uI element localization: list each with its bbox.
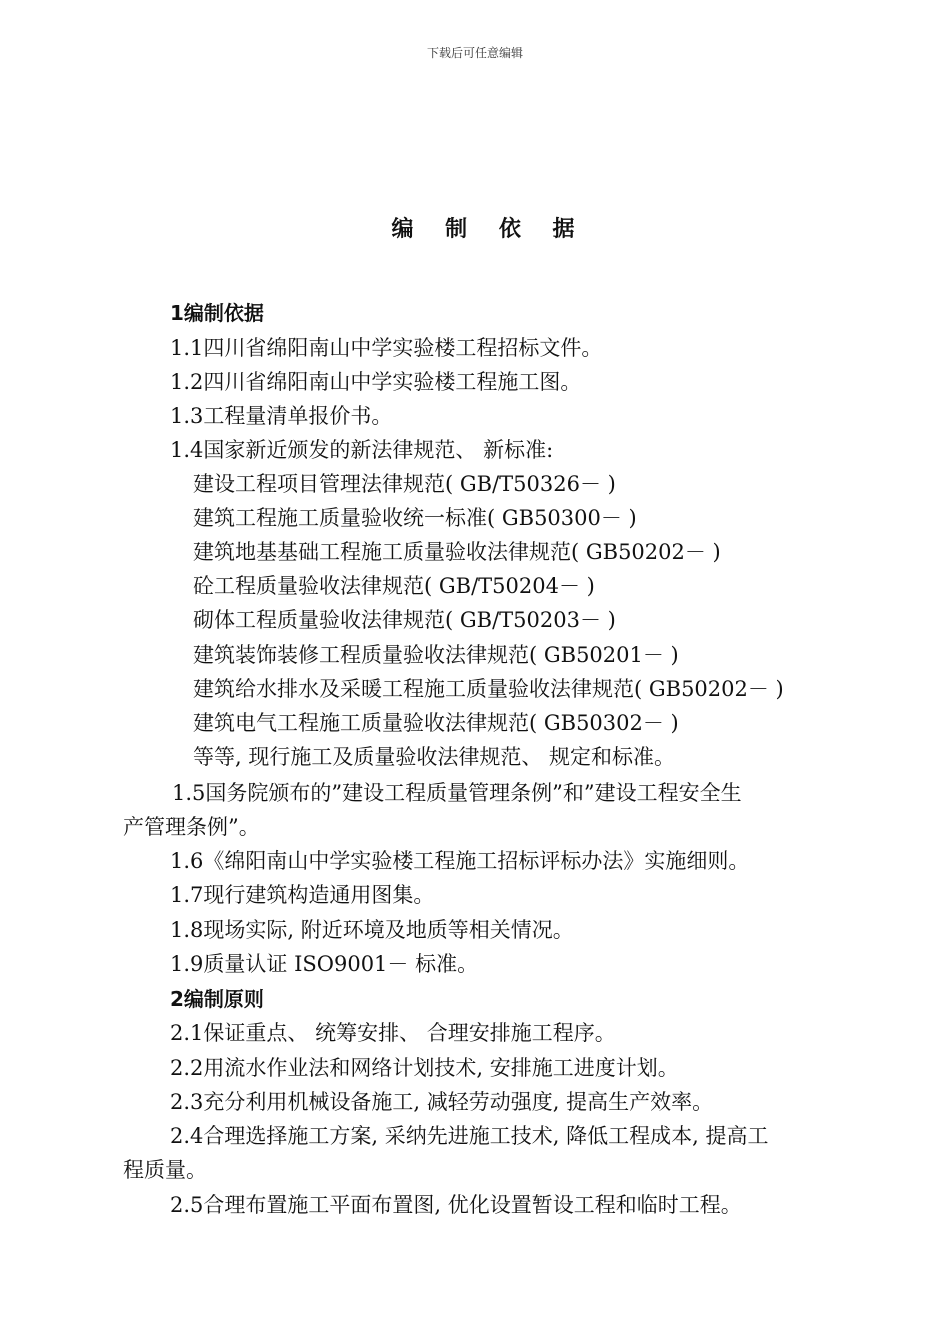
item-2-5: 2.5合理布置施工平面布置图, 优化设置暂设工程和临时工程。: [170, 1193, 742, 1217]
standard-item: 建筑地基基础工程施工质量验收法律规范( GB50202－ ): [193, 540, 721, 564]
item-1-3: 1.3工程量清单报价书。: [170, 404, 393, 428]
item-2-2: 2.2用流水作业法和网络计划技术, 安排施工进度计划。: [170, 1056, 679, 1080]
item-2-4-line2: 程质量。: [123, 1158, 207, 1182]
document-title: 编 制 依 据: [391, 217, 587, 242]
item-1-2: 1.2四川省绵阳南山中学实验楼工程施工图。: [170, 370, 582, 394]
item-2-3: 2.3充分利用机械设备施工, 减轻劳动强度, 提高生产效率。: [170, 1090, 714, 1114]
item-1-9: 1.9质量认证 ISO9001－ 标准。: [170, 952, 479, 976]
standard-item: 建设工程项目管理法律规范( GB/T50326－ ): [193, 472, 616, 496]
item-2-1: 2.1保证重点、 统筹安排、 合理安排施工程序。: [170, 1021, 616, 1045]
item-1-6: 1.6《绵阳南山中学实验楼工程施工招标评标办法》实施细则。: [170, 849, 750, 873]
section-2-heading: 2编制原则: [170, 987, 264, 1011]
item-1-8: 1.8现场实际, 附近环境及地质等相关情况。: [170, 918, 574, 942]
standard-item: 建筑给水排水及采暖工程施工质量验收法律规范( GB50202－ ): [193, 677, 784, 701]
page-header-note: 下载后可任意编辑: [426, 46, 523, 60]
standard-item: 建筑电气工程施工质量验收法律规范( GB50302－ ): [193, 711, 679, 735]
item-1-7: 1.7现行建筑构造通用图集。: [170, 883, 435, 907]
standard-item: 建筑装饰装修工程质量验收法律规范( GB50201－ ): [193, 643, 679, 667]
item-1-1: 1.1四川省绵阳南山中学实验楼工程招标文件。: [170, 336, 603, 360]
standard-item-etc: 等等, 现行施工及质量验收法律规范、 规定和标准。: [193, 745, 676, 769]
item-1-4: 1.4国家新近颁发的新法律规范、 新标准:: [170, 438, 554, 462]
standard-item: 砼工程质量验收法律规范( GB/T50204－ ): [193, 574, 595, 598]
standard-item: 砌体工程质量验收法律规范( GB/T50203－ ): [193, 608, 616, 632]
section-1-heading: 1编制依据: [170, 301, 264, 325]
item-1-5-line1: 1.5国务院颁布的”建设工程质量管理条例”和”建设工程安全生: [172, 781, 742, 805]
item-1-5-line2: 产管理条例”。: [123, 815, 260, 839]
item-2-4-line1: 2.4合理选择施工方案, 采纳先进施工技术, 降低工程成本, 提高工: [170, 1124, 769, 1148]
standard-item: 建筑工程施工质量验收统一标准( GB50300－ ): [193, 506, 637, 530]
